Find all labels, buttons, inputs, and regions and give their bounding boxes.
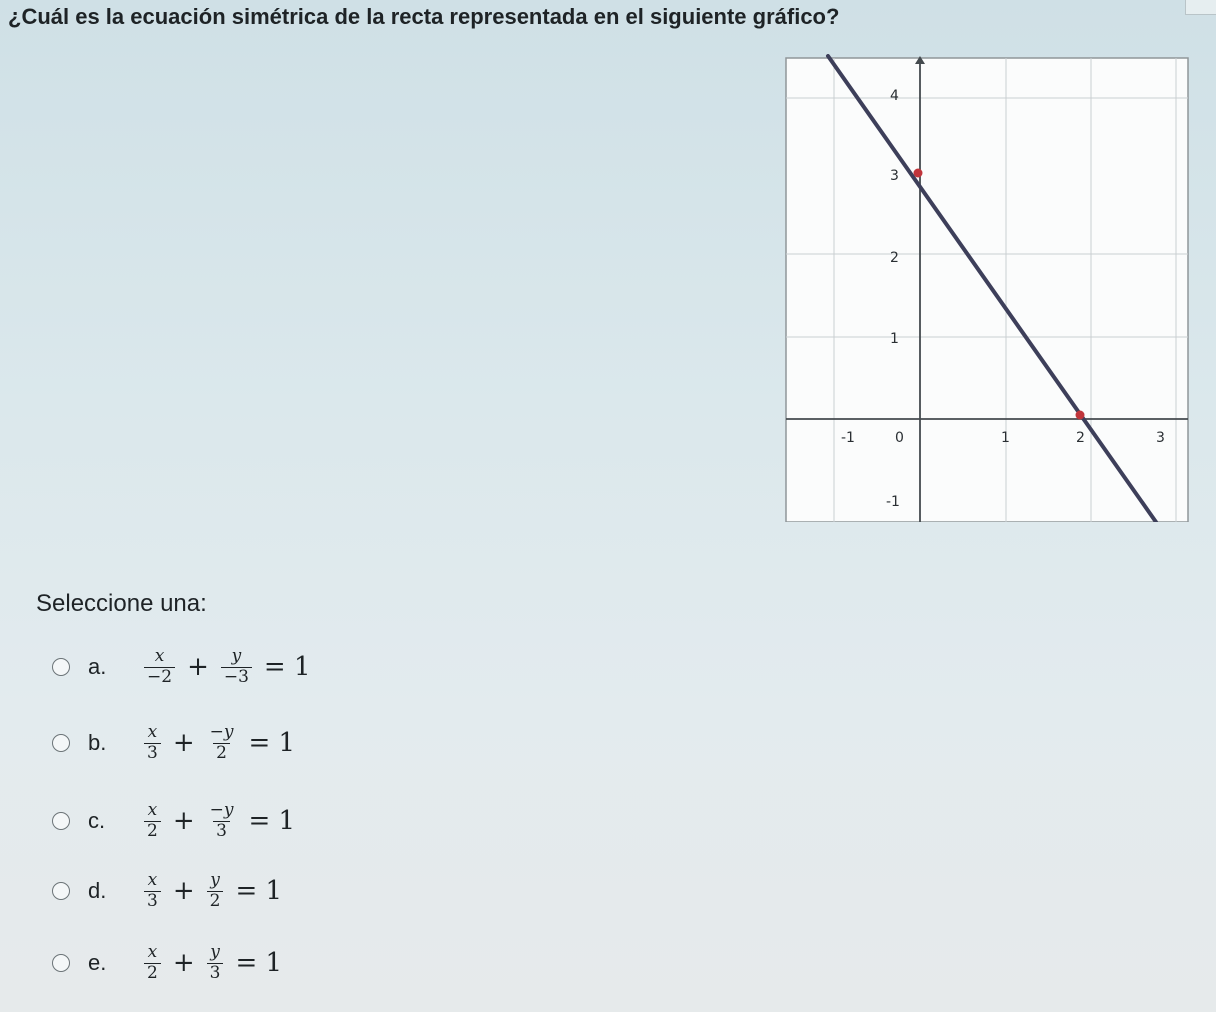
y-fraction: $\frac{-y}{2}$ <box>209 721 234 763</box>
radio-button[interactable] <box>52 954 70 972</box>
x-fraction: $\frac{x}{2}$ <box>144 943 161 983</box>
x-tick-label: 1 <box>1001 430 1010 446</box>
option-c[interactable] <box>52 796 303 846</box>
option-e[interactable] <box>52 938 290 988</box>
question-text: ¿Cuál es la ecuación simétrica de la recta representada en el siguiente gráfico? <box>8 4 840 29</box>
graph-frame <box>786 58 1188 522</box>
option-equation: $\frac{x}{2}$ + $\frac{-y}{3}$ = 1 <box>140 801 303 841</box>
y-tick-label: -1 <box>886 494 900 510</box>
select-prompt: Seleccione una: <box>36 590 207 617</box>
option-letter: d. <box>88 878 107 903</box>
radio-button[interactable] <box>52 734 70 752</box>
option-letter: b. <box>88 730 107 755</box>
x-fraction: $\frac{x}{3}$ <box>144 871 161 911</box>
y-tick-label: 4 <box>890 88 899 104</box>
y-fraction: $\frac{-y}{3}$ <box>209 799 234 841</box>
y-fraction: $\frac{y}{3}$ <box>207 943 224 983</box>
option-letter: c. <box>88 808 106 833</box>
option-letter: e. <box>88 950 107 975</box>
x-tick-label: 3 <box>1156 430 1165 446</box>
option-equation: $\frac{x}{3}$ + $\frac{-y}{2}$ = 1 <box>140 723 303 763</box>
x-tick-label: -1 <box>841 430 855 446</box>
window-corner <box>1185 0 1216 15</box>
option-equation: $\frac{x}{3}$ + $\frac{y}{2}$ = 1 <box>140 871 290 911</box>
option-letter: a. <box>88 654 107 679</box>
radio-button[interactable] <box>52 882 70 900</box>
radio-button[interactable] <box>52 812 70 830</box>
y-fraction: $\frac{y}{-3}$ <box>221 647 252 687</box>
y-tick-label: 2 <box>890 250 899 266</box>
option-equation: $\frac{x}{2}$ + $\frac{y}{3}$ = 1 <box>140 943 290 983</box>
x-tick-label: 0 <box>895 430 904 446</box>
x-tick-label: 2 <box>1076 430 1085 446</box>
option-equation: $\frac{x}{-2}$ + $\frac{y}{-3}$ = 1 <box>140 647 319 687</box>
x-fraction: $\frac{x}{2}$ <box>144 801 161 841</box>
line-graph <box>778 54 1190 522</box>
option-a[interactable] <box>52 642 319 692</box>
y-tick-label: 3 <box>890 168 899 184</box>
point-y-intercept <box>914 169 923 178</box>
x-fraction: $\frac{x}{3}$ <box>144 723 161 763</box>
option-b[interactable] <box>52 718 303 768</box>
radio-button[interactable] <box>52 658 70 676</box>
point-x-intercept <box>1076 411 1085 420</box>
x-fraction: $\frac{x}{-2}$ <box>144 647 175 687</box>
option-d[interactable] <box>52 866 290 916</box>
graph-svg <box>778 54 1190 522</box>
y-fraction: $\frac{y}{2}$ <box>207 871 224 911</box>
y-tick-label: 1 <box>890 331 899 347</box>
